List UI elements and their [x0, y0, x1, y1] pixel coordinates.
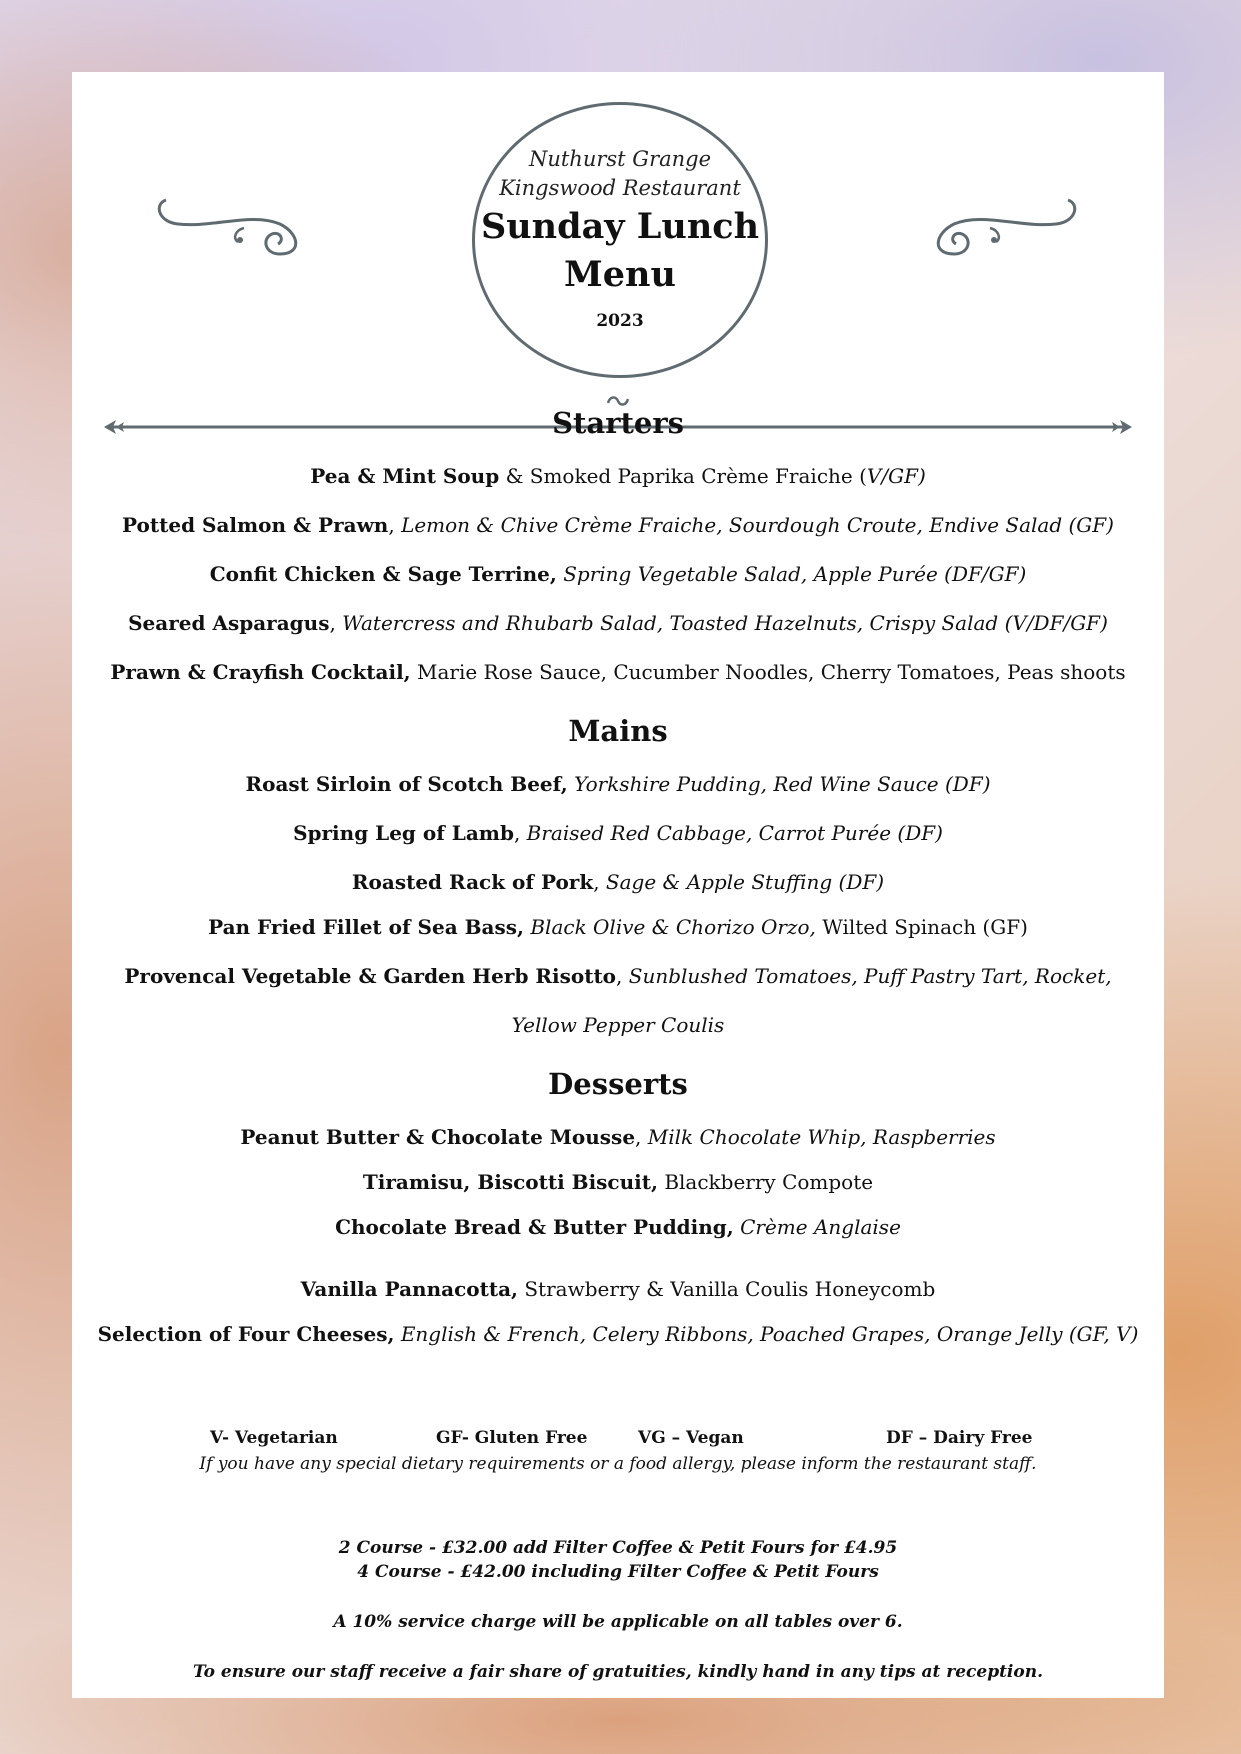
dish-description: Sage & Apple Stuffing (DF): [605, 870, 885, 894]
dietary-legend: [72, 1428, 1164, 1452]
dish-name: Tiramisu, Biscotti Biscuit,: [362, 1170, 658, 1194]
dish-name: Provencal Vegetable & Garden Herb Risotto: [124, 964, 617, 988]
legend-gluten-free: GF- Gluten Free: [436, 1428, 588, 1448]
dish-description: & Smoked Paprika Crème Fraiche (: [499, 464, 867, 488]
dish-description: Watercress and Rhubarb Salad, Toasted Hazelnuts, Crispy Salad (V/DF/GF): [342, 611, 1108, 635]
separator: ,: [513, 821, 527, 845]
menu-item: [72, 562, 1164, 586]
dish-name: Spring Leg of Lamb: [293, 821, 514, 845]
separator: ,: [635, 1125, 648, 1149]
dish-description: Lemon & Chive Crème Fraiche, Sourdough Croute, Endive Salad (GF): [401, 513, 1114, 537]
menu-item: [72, 1125, 1164, 1149]
mains-heading: Mains: [568, 714, 668, 748]
dish-side: Wilted Spinach (GF): [822, 915, 1028, 939]
price-4-course: 4 Course - £42.00 including Filter Coffee & Petit Fours: [357, 1562, 879, 1582]
dish-name: Roast Sirloin of Scotch Beef,: [245, 772, 568, 796]
dish-description: Marie Rose Sauce, Cucumber Noodles, Cherry Tomatoes, Peas shoots: [417, 660, 1126, 684]
legend-vegetarian: V- Vegetarian: [210, 1428, 338, 1448]
menu-item: [72, 915, 1164, 939]
dish-name: Selection of Four Cheeses,: [97, 1322, 395, 1346]
menu-item-continuation: [72, 1013, 1164, 1037]
legend-vegan: VG – Vegan: [638, 1428, 744, 1448]
dish-name: Pea & Mint Soup: [310, 464, 500, 488]
dish-name: Chocolate Bread & Butter Pudding,: [335, 1215, 734, 1239]
dish-description: Sunblushed Tomatoes, Puff Pastry Tart, Rocket,: [628, 964, 1112, 988]
menu-item: [72, 821, 1164, 845]
dish-description: Yorkshire Pudding, Red Wine Sauce (DF): [574, 772, 991, 796]
dish-name: Confit Chicken & Sage Terrine,: [209, 562, 557, 586]
menu-item: [72, 1322, 1164, 1346]
right-flourish-ornament: [922, 182, 1082, 257]
menu-item: [72, 1170, 1164, 1194]
dish-name: Prawn & Crayfish Cocktail,: [110, 660, 411, 684]
starters-heading: Starters: [552, 406, 684, 440]
restaurant-name: Kingswood Restaurant: [499, 176, 741, 200]
dietary-info: V/GF): [866, 464, 926, 488]
allergy-note: If you have any special dietary requirements or a food allergy, please inform the restaurant staff.: [199, 1454, 1037, 1474]
left-flourish-ornament: [152, 182, 312, 257]
price-2-course: 2 Course - £32.00 add Filter Coffee & Petit Fours for £4.95: [338, 1538, 898, 1558]
dish-description: Black Olive & Chorizo Orzo,: [530, 915, 816, 939]
dish-description: Blackberry Compote: [664, 1170, 874, 1194]
menu-item: [72, 660, 1164, 684]
menu-title-line1: Sunday Lunch: [480, 206, 760, 247]
menu-item: [72, 513, 1164, 537]
dish-name: Peanut Butter & Chocolate Mousse: [240, 1125, 636, 1149]
legend-dairy-free: DF – Dairy Free: [886, 1428, 1033, 1448]
menu-item: [72, 1277, 1164, 1301]
dish-name: Potted Salmon & Prawn: [122, 513, 389, 537]
dish-description: Spring Vegetable Salad, Apple Purée (DF/GF): [563, 562, 1027, 586]
separator: ,: [329, 611, 343, 635]
menu-item: [72, 611, 1164, 635]
menu-year: 2023: [596, 311, 644, 331]
title-emblem: [472, 102, 768, 378]
dish-name: Vanilla Pannacotta,: [300, 1277, 518, 1301]
dish-name: Pan Fried Fillet of Sea Bass,: [208, 915, 524, 939]
menu-item: [72, 964, 1164, 988]
separator: ,: [616, 964, 629, 988]
desserts-heading: Desserts: [548, 1067, 688, 1101]
menu-item: [72, 1215, 1164, 1239]
dish-description: Milk Chocolate Whip, Raspberries: [647, 1125, 996, 1149]
gratuities-note: To ensure our staff receive a fair share of gratuities, kindly hand in any tips at reception.: [192, 1662, 1044, 1682]
venue-name: Nuthurst Grange: [528, 147, 712, 171]
menu-item: [72, 772, 1164, 796]
dish-description: Yellow Pepper Coulis: [511, 1013, 725, 1037]
service-charge-note: A 10% service charge will be applicable on all tables over 6.: [333, 1612, 903, 1632]
dish-description: Braised Red Cabbage, Carrot Purée (DF): [526, 821, 943, 845]
menu-item: [72, 870, 1164, 894]
menu-card: [72, 72, 1164, 1698]
menu-title-line2: Menu: [564, 254, 676, 295]
dish-name: Seared Asparagus: [128, 611, 330, 635]
menu-item: [72, 464, 1164, 488]
dish-description: English & French, Celery Ribbons, Poached Grapes, Orange Jelly (GF, V): [400, 1322, 1139, 1346]
separator: ,: [593, 870, 606, 894]
dish-name: Roasted Rack of Pork: [351, 870, 594, 894]
dish-description: Strawberry & Vanilla Coulis Honeycomb: [524, 1277, 936, 1301]
dish-description: Crème Anglaise: [740, 1215, 901, 1239]
separator: ,: [388, 513, 402, 537]
